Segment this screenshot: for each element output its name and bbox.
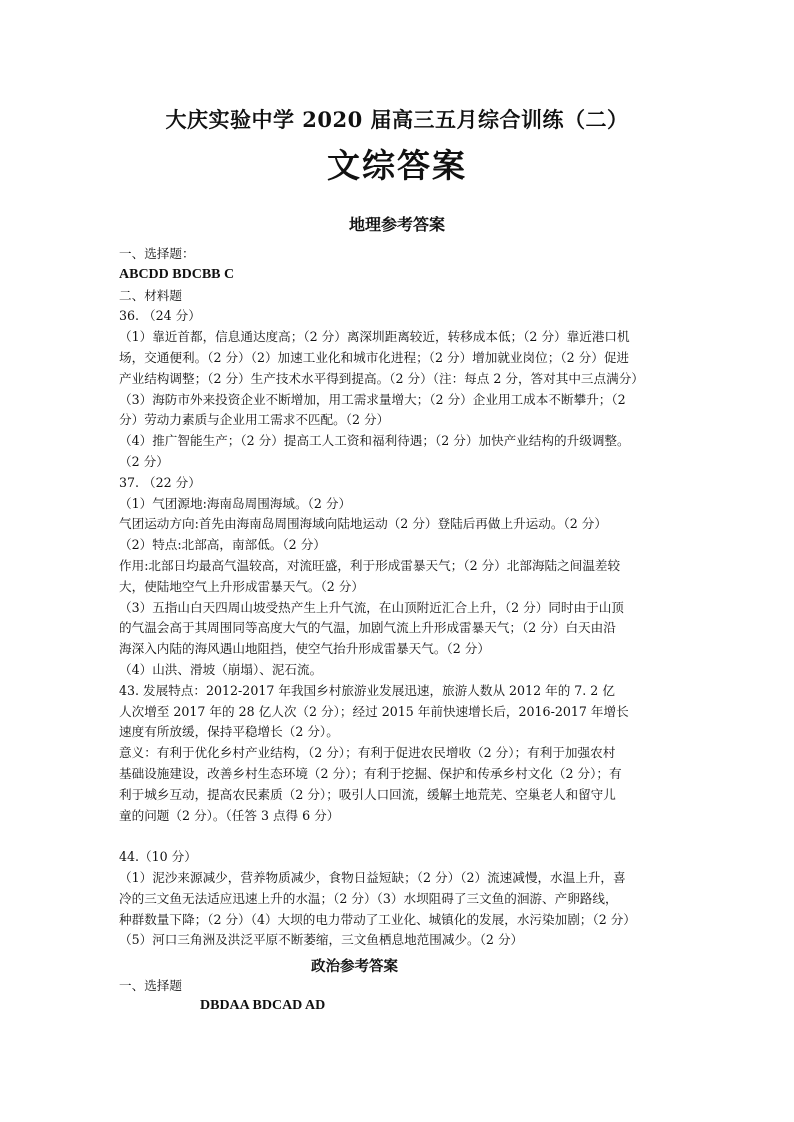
text-line: 的气温会高于其周围同等高度大气的气温，加剧气流上升形成雷暴天气；（2 分）白天由沿 bbox=[119, 620, 616, 636]
text-line: （2 分） bbox=[119, 453, 169, 469]
document-title: 大庆实验中学 2020 届高三五月综合训练（二） bbox=[165, 107, 629, 132]
text-line: 童的问题（2 分）。（任答 3 点得 6 分） bbox=[119, 807, 340, 823]
politics-section-label bbox=[119, 976, 679, 997]
text-line: 意义：有利于优化乡村产业结构，（2 分）；有利于促进农民增收（2 分）；有利于加强农村 bbox=[119, 745, 616, 761]
text-line: 基础设施建设，改善乡村生态环境（2 分）；有利于挖掘、保护和传承乡村文化（2 分）；有 bbox=[119, 765, 622, 781]
text-line: （1）靠近首都，信息通达度高；（2 分）离深圳距离较近，转移成本低；（2 分）靠近港口机 bbox=[119, 329, 630, 345]
text-line: 海深入内陆的海风遇山地阻挡，使空气抬升形成雷暴天气。（2 分） bbox=[119, 641, 490, 657]
geography-choice-answers: ABCDD BDCBB C bbox=[119, 266, 235, 282]
blank-line bbox=[119, 826, 679, 847]
text-line: 分）劳动力素质与企业用工需求不匹配。（2 分） bbox=[119, 412, 390, 428]
text-line: 气团运动方向:首先由海南岛周围海域向陆地运动（2 分）登陆后再做上升运动。（2 分） bbox=[119, 516, 607, 532]
text-line: （3）五指山白天四周山坡受热产生上升气流，在山顶附近汇合上升，（2 分）同时由于山顶 bbox=[119, 599, 624, 615]
text-line: 速度有所放缓，保持平稳增长（2 分）。 bbox=[119, 724, 339, 740]
text-line: 大，使陆地空气上升形成雷暴天气。（2 分） bbox=[119, 578, 364, 594]
politics-choice-answers: DBDAA BDCAD AD bbox=[200, 998, 326, 1013]
text-line: 利于城乡互动，提高农民素质（2 分）；吸引人口回流，缓解土地荒芜、空巢老人和留守儿 bbox=[119, 786, 616, 802]
text-line: 作用:北部日均最高气温较高，对流旺盛，利于形成雷暴天气；（2 分）北部海陆之间温差较 bbox=[119, 557, 621, 573]
text-line: 产业结构调整；（2 分）生产技术水平得到提高。（2 分）（注：每点 2 分，答对其中三点满分） bbox=[119, 370, 644, 386]
text-line: 43. 发展特点：2012-2017 年我国乡村旅游业发展迅速，旅游人数从 2012 年的 7. 2 亿 bbox=[119, 682, 615, 698]
question-heading: 37. （22 分） bbox=[119, 474, 201, 490]
text-line: 一、选择题 bbox=[119, 978, 182, 993]
text-line: 冷的三文鱼无法适应迅速上升的水温；（2 分）（3）水坝阻碍了三文鱼的洄游、产卵路线， bbox=[119, 890, 618, 906]
document-subtitle: 文综答案 bbox=[327, 146, 467, 185]
text-line: （2）特点:北部高，南部低。（2 分） bbox=[119, 537, 326, 553]
text-line: 场，交通便利。（2 分）（2）加速工业化和城市化进程；（2 分）增加就业岗位；（2 分）促进 bbox=[119, 349, 630, 365]
geography-answers bbox=[119, 244, 679, 951]
text-line: 种群数量下降；（2 分）（4）大坝的电力带动了工业化、城镇化的发展，水污染加剧；（2 分） bbox=[119, 911, 636, 927]
text-line: 一、选择题： bbox=[119, 246, 195, 261]
text-line: （5）河口三角洲及洪泛平原不断萎缩，三文鱼栖息地范围减少。（2 分） bbox=[119, 932, 524, 948]
text-line: 二、材料题 bbox=[119, 287, 182, 303]
text-line: （1）泥沙来源减少，营养物质减少，食物日益短缺；（2 分）（2）流速减慢，水温上升，喜 bbox=[119, 869, 626, 885]
text-line: （1）气团源地:海南岛周围海域。（2 分） bbox=[119, 495, 352, 511]
text-line: （3）海防市外来投资企业不断增加，用工需求量增大；（2 分）企业用工成本不断攀升；（2 bbox=[119, 391, 626, 407]
geography-heading: 地理参考答案 bbox=[348, 215, 445, 234]
text-line: 人次增至 2017 年的 28 亿人次（2 分）；经过 2015 年前快速增长后，2016-2017 年增长 bbox=[119, 703, 629, 719]
question-heading: 36. （24 分） bbox=[119, 308, 201, 324]
text-line: （4）推广智能生产；（2 分）提高工人工资和福利待遇；（2 分）加快产业结构的升级调整。 bbox=[119, 433, 630, 449]
question-heading: 44.（10 分） bbox=[119, 849, 197, 865]
politics-heading: 政治参考答案 bbox=[311, 958, 398, 975]
text-line: （4）山洪、滑坡（崩塌）、泥石流。 bbox=[119, 661, 323, 677]
